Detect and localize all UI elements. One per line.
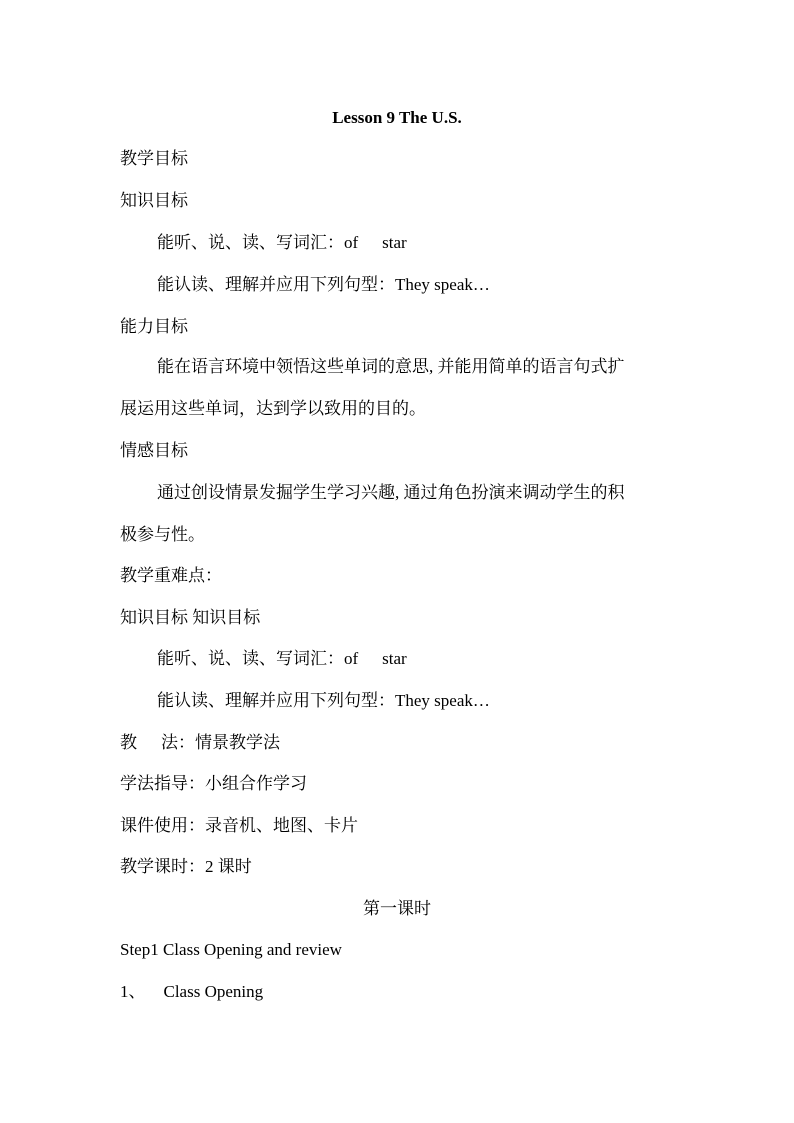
teaching-method-label-b: 法：情景教学法 bbox=[161, 733, 280, 752]
key-points-heading: 教学重难点： bbox=[120, 566, 222, 585]
knowledge-vocab-word: star bbox=[382, 233, 407, 252]
ability-goals-heading: 能力目标 bbox=[120, 317, 188, 336]
list-item-number: 1、 bbox=[120, 982, 146, 1001]
knowledge-goals-heading: 知识目标 bbox=[120, 191, 188, 210]
key-sentence-line: 能认读、理解并应用下列句型：They speak… bbox=[157, 691, 490, 710]
key-knowledge-heading: 知识目标 知识目标 bbox=[120, 608, 261, 627]
teaching-method-line bbox=[120, 732, 280, 754]
knowledge-sentence-line: 能认读、理解并应用下列句型：They speak… bbox=[157, 275, 490, 294]
list-item bbox=[120, 981, 263, 1003]
list-item-text: Class Opening bbox=[163, 982, 264, 1001]
courseware-line: 课件使用：录音机、地图、卡片 bbox=[120, 816, 358, 835]
emotion-goals-heading: 情感目标 bbox=[120, 441, 188, 460]
key-vocab-prefix: 能听、说、读、写词汇：of bbox=[157, 649, 359, 668]
key-vocab-line bbox=[157, 648, 407, 670]
key-vocab-word: star bbox=[382, 649, 407, 668]
class-hours-line: 教学课时：2 课时 bbox=[120, 857, 252, 876]
first-period-heading: 第一课时 bbox=[363, 899, 431, 918]
emotion-paragraph-line2: 极参与性。 bbox=[120, 525, 205, 544]
step1-heading: Step1 Class Opening and review bbox=[120, 940, 342, 959]
knowledge-vocab-prefix: 能听、说、读、写词汇：of bbox=[157, 233, 359, 252]
document-title: Lesson 9 The U.S. bbox=[332, 108, 462, 127]
teaching-goals-heading: 教学目标 bbox=[120, 149, 188, 168]
ability-paragraph-line1: 能在语言环境中领悟这些单词的意思, 并能用简单的语言句式扩 bbox=[157, 357, 625, 376]
study-guide-line: 学法指导：小组合作学习 bbox=[120, 774, 307, 793]
emotion-paragraph-line1: 通过创设情景发掘学生学习兴趣, 通过角色扮演来调动学生的积 bbox=[157, 483, 625, 502]
teaching-method-label-a: 教 bbox=[120, 733, 137, 752]
ability-paragraph-line2: 展运用这些单词，达到学以致用的目的。 bbox=[120, 399, 426, 418]
knowledge-vocab-line bbox=[157, 232, 407, 254]
